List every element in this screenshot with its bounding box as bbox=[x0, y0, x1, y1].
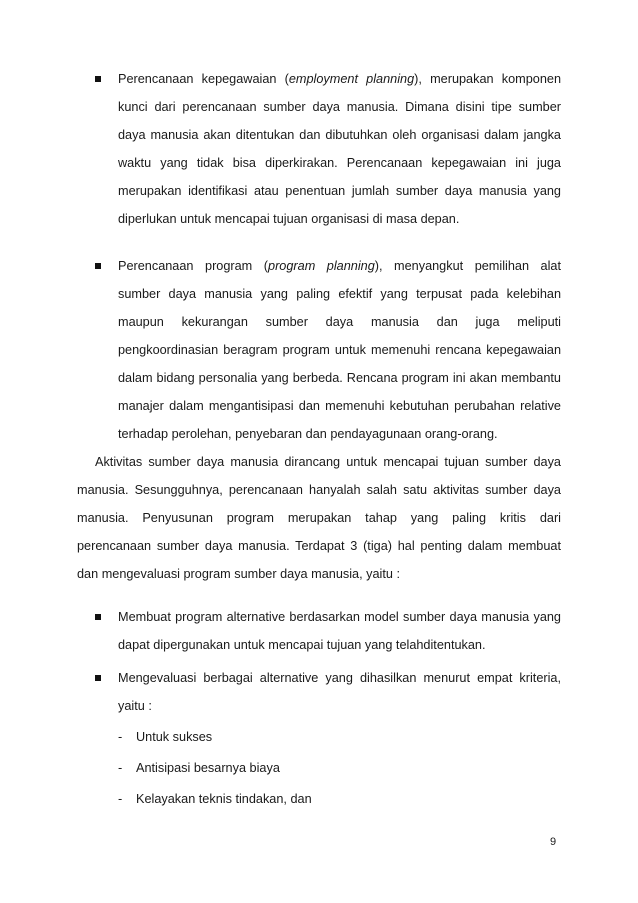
text-line: perencanaan sumber daya manusia. Terdapat 3 (tiga) hal penting dalam membuat bbox=[77, 539, 561, 553]
text-line: Mengevaluasi berbagai alternative yang dihasilkan menurut empat kriteria, bbox=[118, 671, 561, 685]
text-line: diperlukan untuk mencapai tujuan organisasi di masa depan. bbox=[118, 212, 460, 226]
bullet-square-icon bbox=[95, 675, 101, 681]
text-line: manusia. Penyusunan program merupakan tahap yang paling kritis dari bbox=[77, 511, 561, 525]
bullet-square-icon bbox=[95, 263, 101, 269]
text-line: Perencanaan kepegawaian (employment planning), merupakan komponen bbox=[118, 72, 562, 86]
sub-list-item: Kelayakan teknis tindakan, dan bbox=[136, 792, 312, 806]
text-line: Aktivitas sumber daya manusia dirancang untuk mencapai tujuan sumber daya bbox=[95, 455, 561, 469]
text-line: pengkoordinasian beragram program untuk memenuhi rencana kepegawaian bbox=[118, 343, 561, 357]
text-line: dalam bidang personalia yang berbeda. Rencana program ini akan membantu bbox=[118, 371, 561, 385]
text-line: manajer dalam mengantisipasi dan memenuhi kebutuhan perubahan relative bbox=[118, 399, 561, 413]
sub-list-item: Untuk sukses bbox=[136, 730, 213, 744]
page-number: 9 bbox=[550, 836, 557, 848]
text-line: kunci dari perencanaan sumber daya manusia. Dimana disini tipe sumber bbox=[118, 100, 561, 114]
sub-list-item: Antisipasi besarnya biaya bbox=[136, 761, 280, 775]
dash-marker: - bbox=[118, 761, 123, 775]
text-line: Perencanaan program (program planning), menyangkut pemilihan alat bbox=[118, 259, 561, 273]
text-line: sumber daya manusia yang paling efektif yang terpusat pada kelebihan bbox=[118, 287, 561, 301]
dash-marker: - bbox=[118, 792, 123, 806]
text-line: maupun kekurangan sumber daya manusia dan juga meliputi bbox=[118, 315, 561, 329]
text-line: merupakan identifikasi atau penentuan jumlah sumber daya manusia yang bbox=[118, 184, 561, 198]
text-line: dapat dipergunakan untuk mencapai tujuan yang telahditentukan. bbox=[118, 638, 486, 652]
text-line: yaitu : bbox=[118, 699, 152, 713]
text-line: Membuat program alternative berdasarkan model sumber daya manusia yang bbox=[118, 610, 561, 624]
text-line: waktu yang tidak bisa diperkirakan. Perencanaan kepegawaian ini juga bbox=[118, 156, 561, 170]
text-line: dan mengevaluasi program sumber daya manusia, yaitu : bbox=[77, 567, 400, 581]
dash-marker: - bbox=[118, 730, 123, 744]
bullet-square-icon bbox=[95, 76, 101, 82]
text-line: manusia. Sesungguhnya, perencanaan hanyalah salah satu aktivitas sumber daya bbox=[77, 483, 561, 497]
text-line: terhadap perolehan, penyebaran dan pendayagunaan orang-orang. bbox=[118, 427, 498, 441]
text-line: daya manusia akan ditentukan dan dibutuhkan oleh organisasi dalam jangka bbox=[118, 128, 561, 142]
bullet-square-icon bbox=[95, 614, 101, 620]
